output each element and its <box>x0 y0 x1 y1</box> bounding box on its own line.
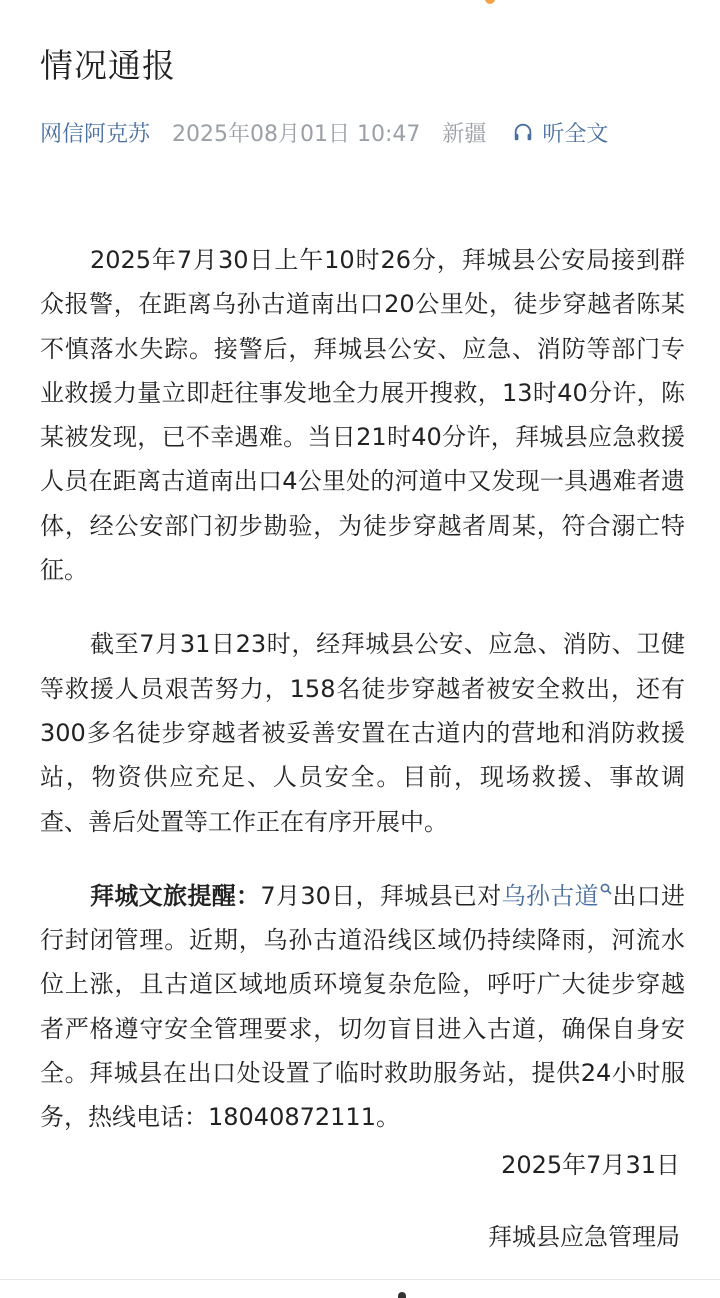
region-label: 新疆 <box>442 121 487 147</box>
bottom-divider <box>0 1279 720 1280</box>
listen-label: 听全文 <box>542 121 609 147</box>
reminder-text-before-link: 7月30日，拜城县已对 <box>260 881 502 910</box>
bottom-bar-mark <box>398 1292 406 1298</box>
listen-button[interactable] <box>512 117 608 148</box>
reminder-lead: 拜城文旅提醒： <box>90 881 261 910</box>
headphones-icon <box>512 121 534 143</box>
article-meta <box>40 116 608 148</box>
source-link[interactable]: 网信阿克苏 <box>40 121 151 147</box>
article-paragraph-3 <box>40 874 685 1140</box>
page-title: 情况通报 <box>40 46 176 85</box>
signature-organization: 拜城县应急管理局 <box>488 1223 680 1251</box>
article-body <box>40 238 685 1170</box>
wusun-road-link[interactable] <box>502 882 612 910</box>
signature-date: 2025年7月31日 <box>501 1151 680 1179</box>
reminder-text-after-link: 出口进行封闭管理。近期，乌孙古道沿线区域仍持续降雨，河流水位上涨，且古道区域地质环境复杂危险，呼吁广大徒步穿越者严格遵守安全管理要求，切勿盲目进入古道，确保自身安全。拜城县在出口处设置了临时救助服务站，提供24小时服务，热线电话：18040872111。 <box>40 881 686 1132</box>
article-paragraph-2: 截至7月31日23时，经拜城县公安、应急、消防、卫健等救援人员艰苦努力，158名徒步穿越者被安全救出，还有300多名徒步穿越者被妥善安置在古道内的营地和消防救援站，物资供应充足、人员安全。目前，现场救援、事故调查、善后处置等工作正在有序开展中。 <box>40 630 685 836</box>
publish-time: 2025年08月01日 10:47 <box>172 121 421 147</box>
wusun-road-link-text: 乌孙古道 <box>501 881 599 910</box>
article-paragraph-1: 2025年7月30日上午10时26分，拜城县公安局接到群众报警，在距离乌孙古道南出口20公里处，徒步穿越者陈某不慎落水失踪。接警后，拜城县公安、应急、消防等部门专业救援力量立即赶往事发地全力展开搜救，13时40分许，陈某被发现，已不幸遇难。当日21时40分许，拜城县应急救援人员在距离古道南出口4公里处的河道中又发现一具遇难者遗体，经公安部门初步勘验，为徒步穿越者周某，符合溺亡特征。 <box>40 246 685 585</box>
search-icon <box>600 883 612 895</box>
top-indicator-dot <box>485 0 495 4</box>
